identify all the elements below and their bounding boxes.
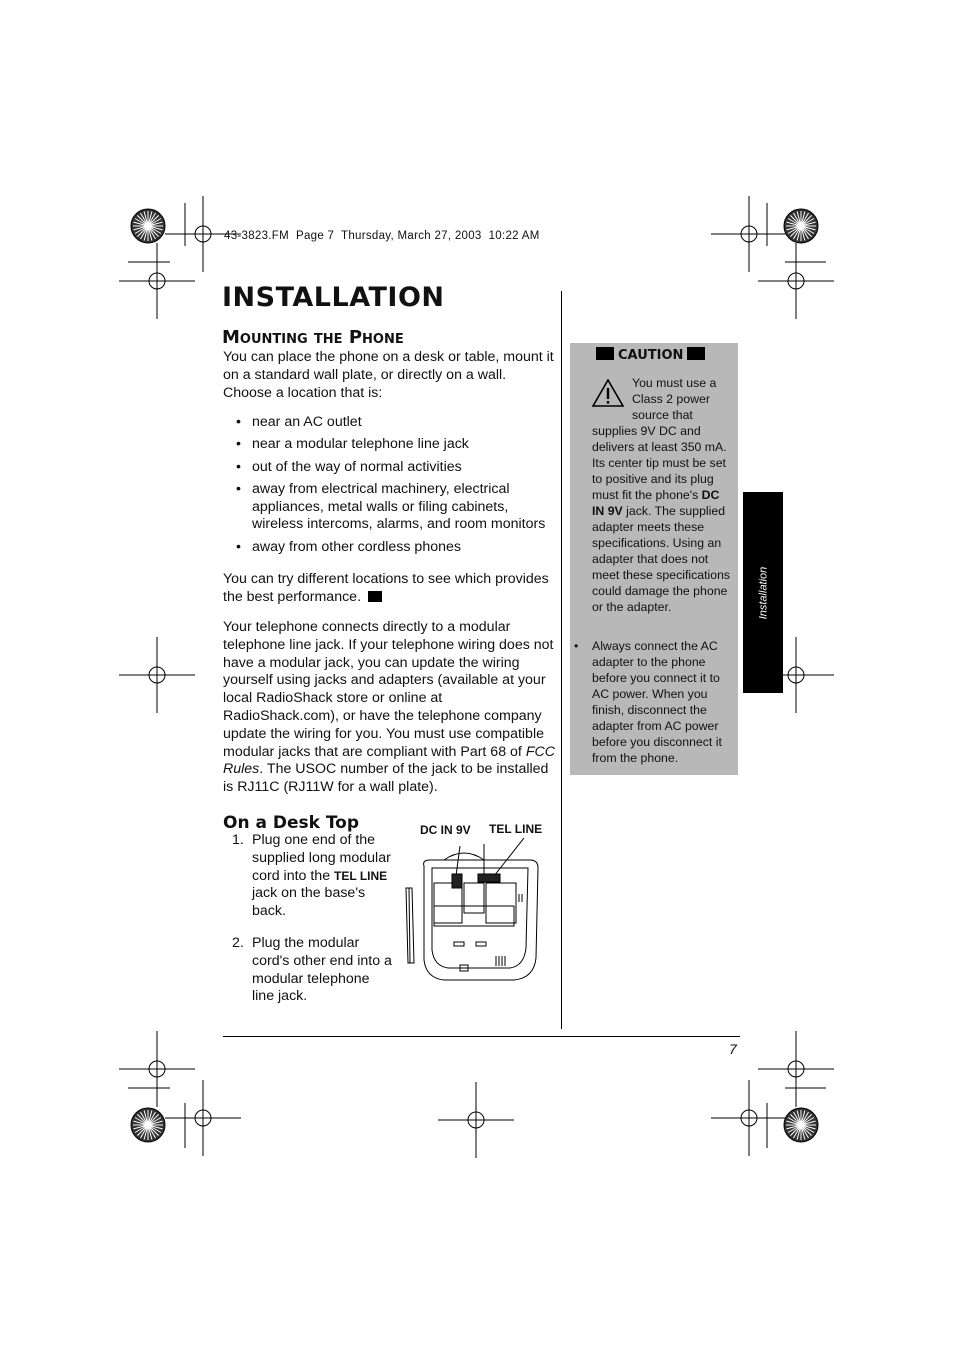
phone-base-diagram — [404, 838, 544, 988]
dc-in-label: DC IN 9V — [420, 823, 471, 837]
locations-paragraph: You can try different locations to see which provides the best performance. — [223, 571, 549, 605]
wiring-paragraph: Your telephone connects directly to a modular telephone line jack. If your telephone wiring does not have a modular jack, you can update the wiring yourself using jacks and adapters (available at your local RadioShack store or online at RadioShack.com), or have the telephone company update the wiring for you. You must use compatible modular jacks that are compliant with Part 68 of FCC Rules. The USOC number of the jack to be installed is RJ11C (RJ11W for a wall plate). — [223, 619, 555, 796]
caution-icon — [596, 347, 614, 360]
footer-rule — [223, 1036, 740, 1037]
intro-paragraph: You can place the phone on a desk or table, mount it on a standard wall plate, or directly on a wall. Choose a location that is: — [223, 349, 554, 401]
caution-text: You must use a Class 2 power source that supplies 9V DC and delivers at least 350 mA. Its center tip must be set to positive and its plug must fit the phone's DC IN 9V jack. The supplied adapter meets these specifications. Using an adapter that does not meet these specifications could damage the phone or the adapter. — [592, 376, 731, 614]
list-item: • near an AC outlet — [236, 414, 556, 432]
subsection-title: On a Desk Top — [223, 813, 360, 833]
list-item: • away from electrical machinery, electrical appliances, metal walls or filing cabinets, wireless intercoms, alarms, and room monitors — [236, 481, 556, 534]
tel-line-label: TEL LINE — [489, 822, 543, 836]
page-title: INSTALLATION — [222, 282, 445, 313]
end-of-section-icon — [368, 591, 382, 602]
column-divider — [561, 291, 562, 1029]
list-item: • away from other cordless phones — [236, 539, 556, 557]
section-title: Mounting the Phone — [222, 327, 404, 348]
list-item: • out of the way of normal activities — [236, 459, 556, 477]
list-item: • near a modular telephone line jack — [236, 436, 556, 454]
list-item: 2. Plug the modular cord's other end into a modular telephone line jack. — [232, 934, 392, 1005]
section-tab-label: Installation — [757, 566, 769, 619]
steps-list — [232, 832, 392, 1020]
caution-bullet: • Always connect the AC adapter to the phone before you connect it to AC power. When you finish, disconnect the adapter from AC power before you disconnect it from the phone. — [574, 639, 722, 765]
caution-heading: CAUTION — [596, 347, 705, 363]
page-number: 7 — [729, 1041, 737, 1057]
location-list — [236, 414, 556, 561]
file-info-header: 43-3823.FM Page 7 Thursday, March 27, 2003 10:22 AM — [224, 230, 540, 242]
caution-icon — [687, 347, 705, 360]
list-item: 1. Plug one end of the supplied long modular cord into the TEL LINE jack on the base's back. — [232, 832, 391, 920]
